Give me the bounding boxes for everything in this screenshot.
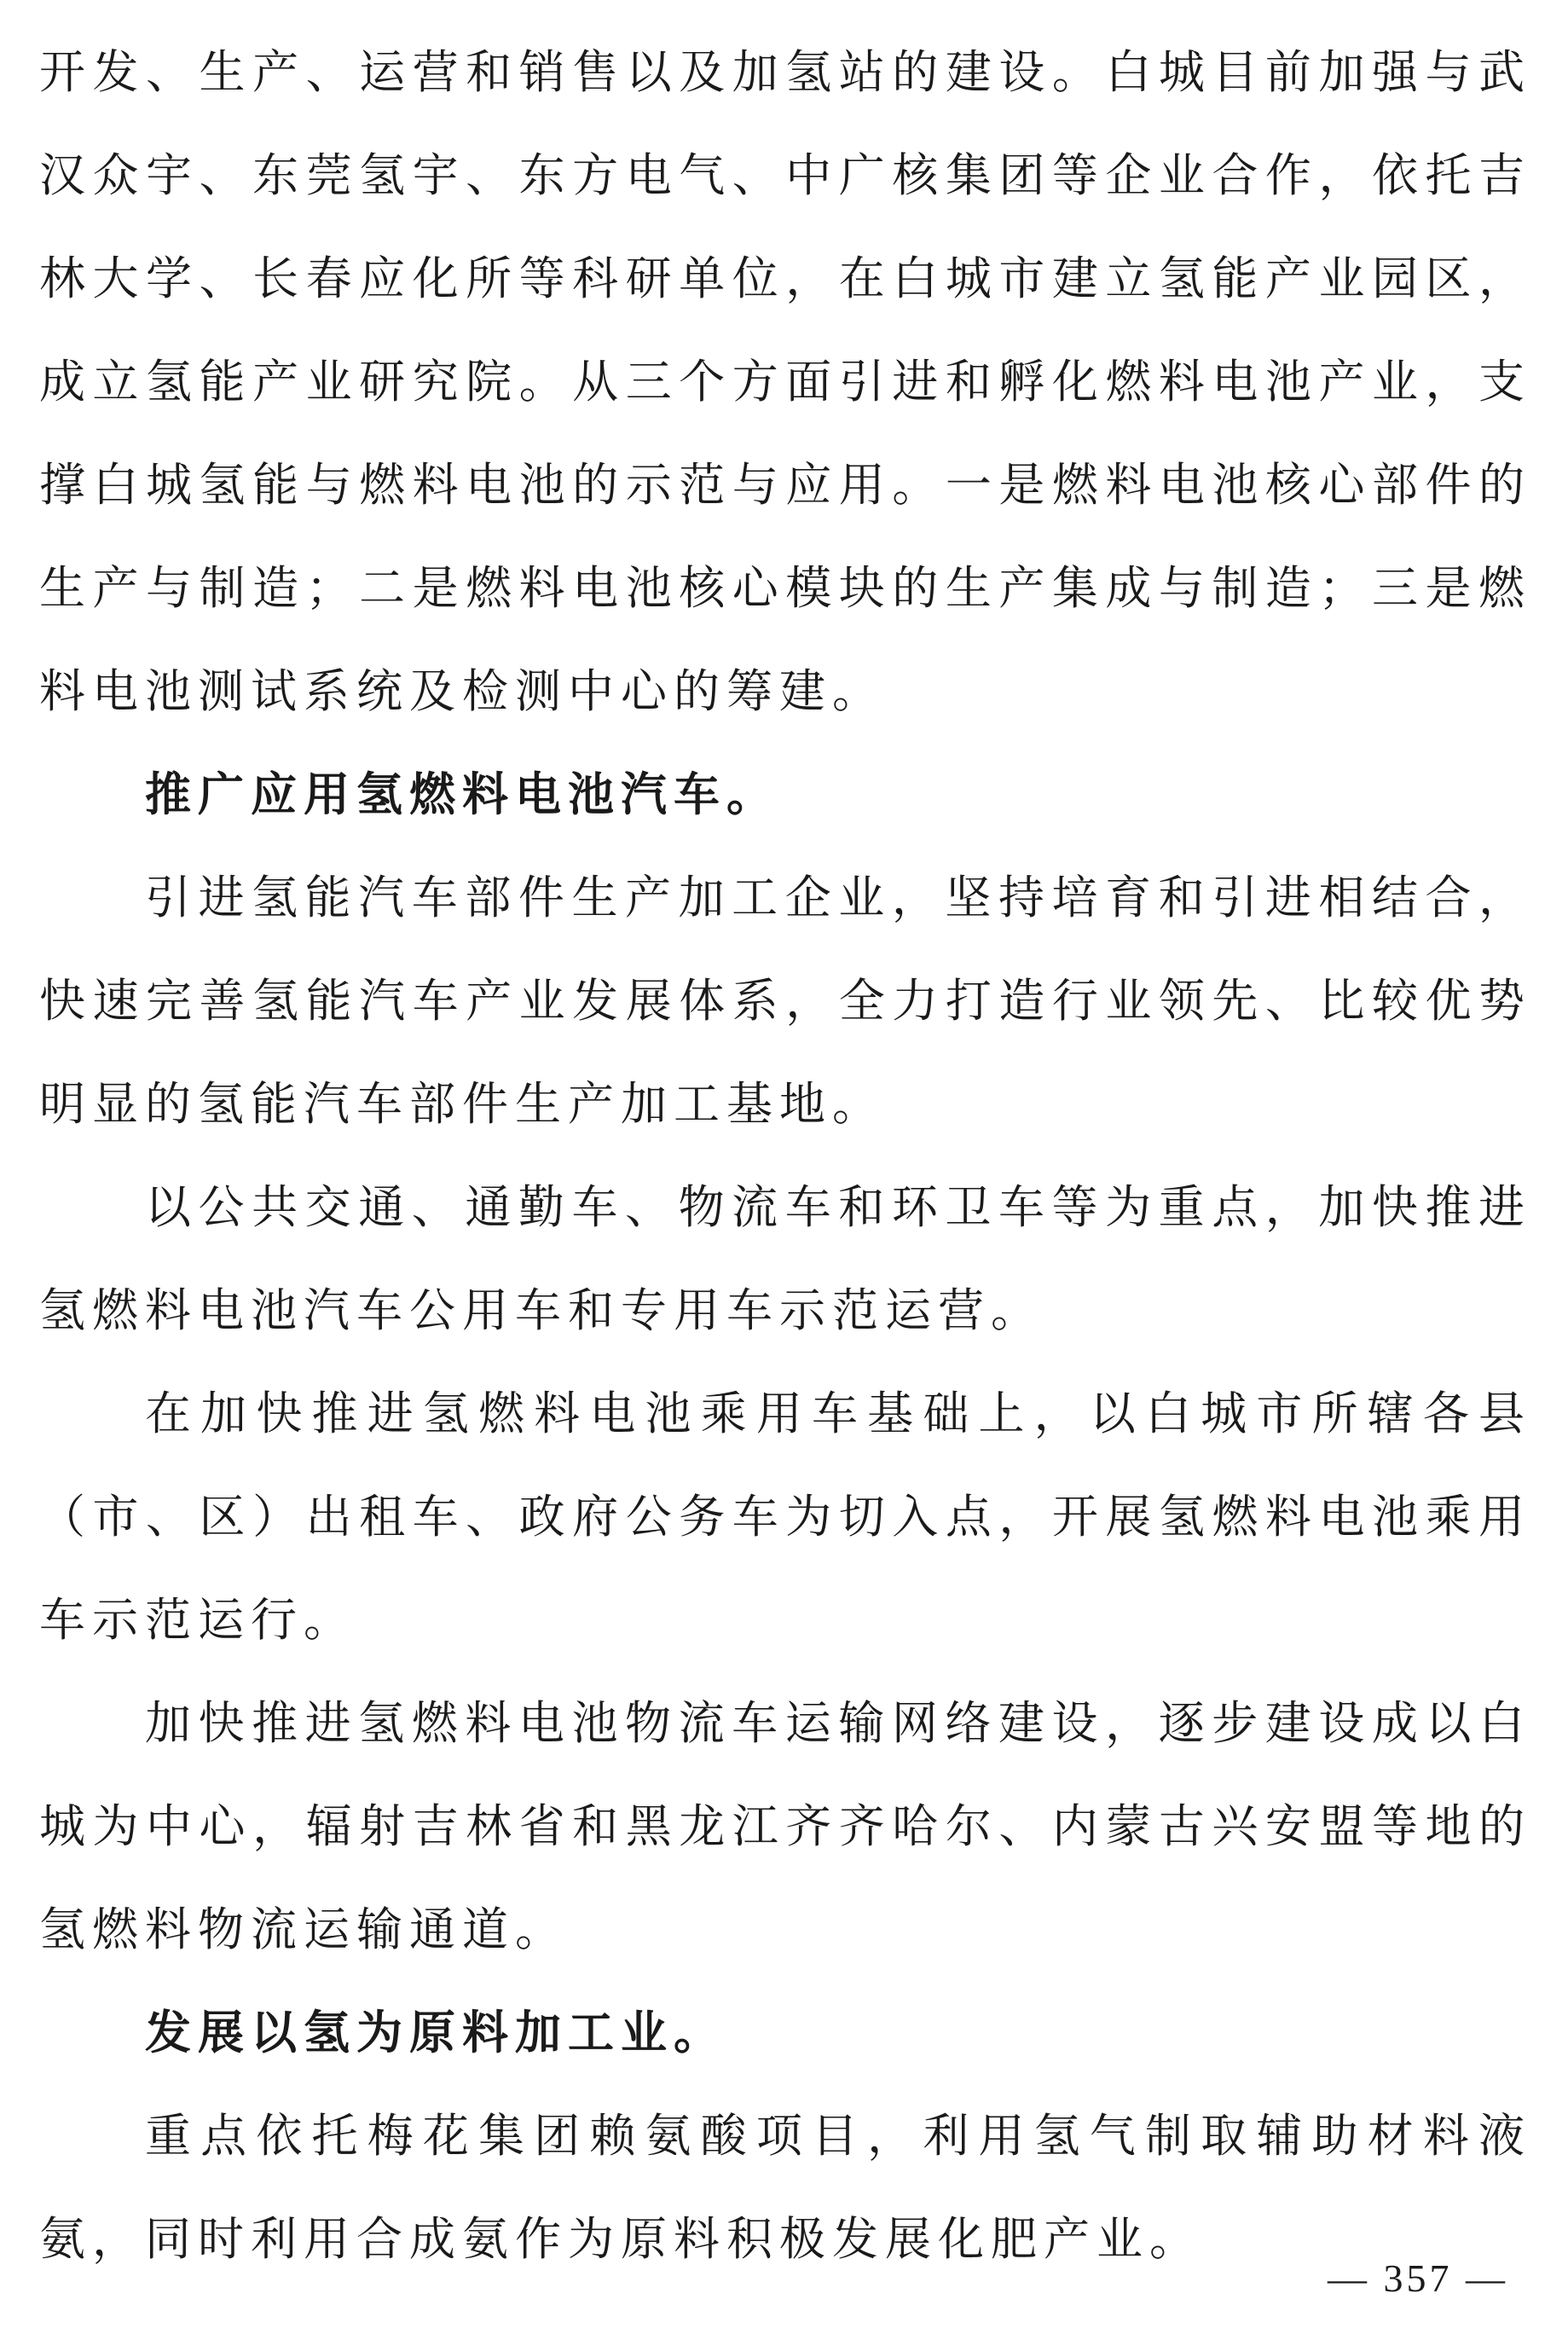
page-number: — 357 — — [1328, 2256, 1508, 2300]
paragraph-logistics-network: 加快推进氢燃料电池物流车运输网络建设，逐步建设成以白城为中心，辐射吉林省和黑龙江齐齐哈尔、内蒙古兴安盟等地的氢燃料物流运输通道。 — [39, 1696, 1531, 1956]
paragraph-public-transport: 以公共交通、通勤车、物流车和环卫车等为重点，加快推进氢燃料电池汽车公用车和专用车示范运营。 — [39, 1180, 1531, 1337]
document-body — [39, 20, 1531, 2291]
paragraph-passenger-cars: 在加快推进氢燃料电池乘用车基础上，以白城市所辖各县（市、区）出租车、政府公务车为切入点，开展氢燃料电池乘用车示范运行。 — [39, 1387, 1531, 1647]
paragraph-ammonia-fertilizer: 重点依托梅花集团赖氨酸项目，利用氢气制取辅助材料液氨，同时利用合成氨作为原料积极发展化肥产业。 — [39, 2109, 1531, 2266]
section-heading-hydrogen-processing: 发展以氢为原料加工业。 — [145, 2006, 726, 2059]
section-heading-fuel-cell-vehicles: 推广应用氢燃料电池汽车。 — [145, 767, 779, 821]
paragraph-vehicle-parts: 引进氢能汽车部件生产加工企业，坚持培育和引进相结合，快速完善氢能汽车产业发展体系，全力打造行业领先、比较优势明显的氢能汽车部件生产加工基地。 — [39, 871, 1531, 1131]
paragraph-hydrogen-industry-intro: 开发、生产、运营和销售以及加氢站的建设。白城目前加强与武汉众宇、东莞氢宇、东方电气、中广核集团等企业合作，依托吉林大学、长春应化所等科研单位，在白城市建立氢能产业园区，成立氢能产业研究院。从三个方面引进和孵化燃料电池产业，支撑白城氢能与燃料电池的示范与应用。一是燃料电池核心部件的生产与制造；二是燃料电池核心模块的生产集成与制造；三是燃料电池测试系统及检测中心的筹建。 — [39, 45, 1531, 718]
